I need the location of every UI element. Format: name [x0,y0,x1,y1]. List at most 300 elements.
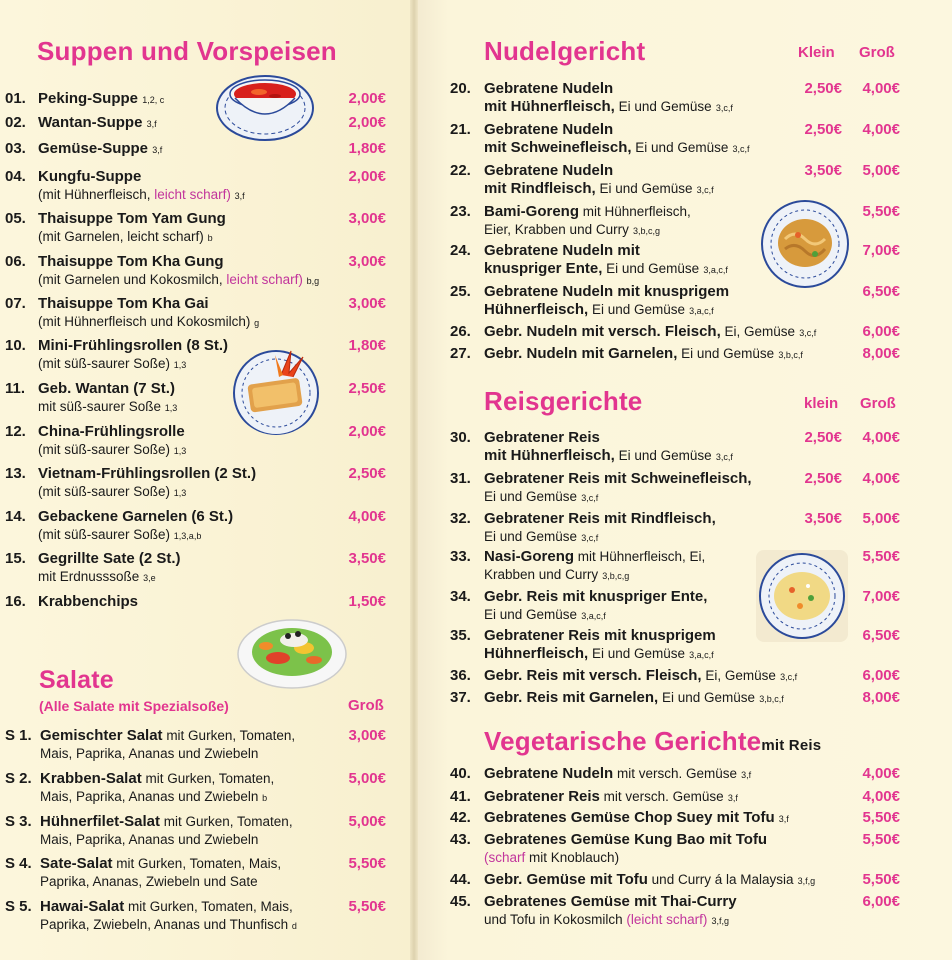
menu-item-line [40,770,340,788]
menu-item-name: Gebratener Reis [484,788,600,805]
menu-item-price-gross: 6,00€ [862,893,900,910]
allergen-codes: 1,3 [173,446,187,456]
menu-item-price-gross: 7,00€ [862,588,900,605]
menu-item-price-gross: 4,00€ [862,80,900,97]
menu-item-number: 06. [5,253,26,270]
menu-item-description [38,228,338,247]
menu-item-name: Mini-Frühlingsrollen (8 St.) [38,337,228,354]
menu-item-name: Thaisuppe Tom Kha Gai [38,295,209,312]
menu-item [40,898,340,935]
menu-item-line [484,765,864,784]
menu-item-number: 34. [450,588,471,605]
menu-item-number: 26. [450,323,471,340]
menu-item-name: Gegrillte Sate (2 St.) [38,550,181,567]
allergen-codes: 3,c,f [715,452,733,462]
allergen-codes: 3,b,c,g [602,571,630,581]
menu-item-description [38,186,338,205]
description-text: Mais, Paprika, Ananas und Zwiebeln [40,746,259,761]
description-text: Ei und Gemüse [631,140,729,155]
description-text: mit versch. Gemüse [599,789,724,804]
section-title-nudelgericht: Nudelgericht [484,36,646,66]
menu-item-description [38,271,338,290]
allergen-codes: 3,f [778,814,789,824]
menu-item-number: 23. [450,203,471,220]
menu-item-price-gross: 5,00€ [862,162,900,179]
menu-item [38,295,338,332]
menu-item [38,253,338,290]
description-text: mit Gurken, Tomaten, Mais, [112,856,282,871]
menu-item-price-gross: 6,50€ [862,627,900,644]
menu-item-name: Krabbenchips [38,593,139,610]
description-text: Paprika, Ananas, Zwiebeln und Sate [40,874,258,889]
allergen-codes: 3,f [146,119,157,129]
allergen-codes: 3,b,c,g [633,226,661,236]
allergen-codes: 3,c,f [581,493,599,503]
menu-item-name: Gebr. Reis mit Garnelen, [484,689,659,706]
menu-item-price: 4,00€ [348,508,386,525]
menu-item-price-gross: 5,50€ [862,809,900,826]
menu-item-name: Kungfu-Suppe [38,168,142,185]
menu-item-price-gross: 5,50€ [862,871,900,888]
menu-item-name: Gebr. Gemüse mit Tofu [484,871,648,888]
menu-item-description [38,483,338,502]
menu-item-name: Thaisuppe Tom Kha Gung [38,253,224,270]
menu-item [484,893,864,930]
menu-item-number: 24. [450,242,471,259]
menu-item-name: Gebackene Garnelen (6 St.) [38,508,234,525]
menu-item-number: 11. [5,380,26,397]
allergen-codes: 3,f [234,191,245,201]
menu-item-number: 04. [5,168,26,185]
menu-item-number: S 2. [5,770,32,787]
menu-item-price-gross: 5,50€ [862,203,900,220]
menu-item-price-gross: 8,00€ [862,345,900,362]
menu-item-name: Nasi-Goreng [484,548,575,565]
menu-item-name: Gebratener Reis mit knusprigem [484,627,716,644]
spicy-note: leicht scharf) [226,272,303,287]
description-text: Ei, Gemüse [720,324,796,339]
menu-item-price: 3,00€ [348,210,386,227]
menu-item-price-gross: 6,00€ [862,667,900,684]
menu-item-name: Peking-Suppe [38,90,139,107]
menu-item-line-2 [484,180,864,199]
menu-item-description [40,788,340,807]
fried-wonton-photo [231,345,321,435]
allergen-codes: 1,3 [164,403,178,413]
menu-item [38,90,338,109]
menu-item-name: Gemischter Salat [40,727,163,744]
menu-item-description [38,441,338,460]
menu-item [40,855,340,891]
menu-item-price: 2,00€ [348,168,386,185]
menu-item [484,667,864,686]
menu-item [38,550,338,587]
menu-item-number: 37. [450,689,471,706]
description-text: (mit Hühnerfleisch und Kokosmilch) [38,314,251,329]
menu-item-price-gross: 5,50€ [862,548,900,565]
menu-item-description [40,745,340,763]
reis-column-gross: Groß [860,395,896,412]
allergen-codes: 3,c,f [581,533,599,543]
menu-item-description [38,568,338,587]
allergen-codes: 3,f [727,793,738,803]
menu-item-price: 2,00€ [348,90,386,107]
menu-item-price-klein: 2,50€ [804,470,842,487]
menu-item-line-2 [484,139,864,158]
nudel-column-gross: Groß [859,44,895,61]
allergen-codes: 3,f,g [797,876,816,886]
menu-item-number: 05. [5,210,26,227]
menu-item-name: Hawai-Salat [40,898,125,915]
menu-item-number: 12. [5,423,26,440]
menu-item-line [484,323,864,342]
salate-subtitle: (Alle Salate mit Spezialsoße) [39,698,229,714]
menu-item-number: 03. [5,140,26,157]
menu-item-price-gross: 4,00€ [862,765,900,782]
menu-item-price-gross: 8,00€ [862,689,900,706]
menu-item [484,831,864,867]
menu-item-price: 2,50€ [348,380,386,397]
menu-item-name: Gebratene Nudeln [484,765,614,782]
menu-item-price: 3,00€ [348,253,386,270]
menu-item-line [40,898,340,916]
description-text: mit Gurken, Tomaten, [162,728,296,743]
menu-item-price: 5,00€ [348,813,386,830]
menu-item-name: Gebratener Reis mit Schweinefleisch, [484,470,752,487]
allergen-codes: g [254,318,260,328]
menu-item-line [484,893,864,911]
menu-item-price-klein: 2,50€ [804,121,842,138]
reis-column-klein: klein [804,395,839,412]
menu-item-name: Gebratener Reis [484,429,600,446]
menu-item [38,210,338,247]
description-text: mit Gurken, Tomaten, [141,771,275,786]
menu-item-number: 35. [450,627,471,644]
menu-item-name: Gebr. Nudeln mit Garnelen, [484,345,678,362]
allergen-codes: 3,c,f [696,185,714,195]
menu-item-number: 44. [450,871,471,888]
description-text: Ei und Gemüse [588,646,685,661]
menu-item-line [484,667,864,686]
menu-item-price-gross: 4,00€ [862,121,900,138]
menu-item-description [38,526,338,545]
description-text: Ei und Gemüse [614,448,712,463]
menu-item-line [40,727,340,745]
menu-item-number: S 3. [5,813,32,830]
salate-column-gross: Groß [348,697,384,714]
menu-item-name: Gebratene Nudeln mit knusprigem [484,283,730,300]
menu-item-price-klein: 2,50€ [804,80,842,97]
menu-item-name-cont: mit Schweinefleisch, [484,139,632,156]
allergen-codes: 1,3 [173,488,187,498]
description-text: Ei, Gemüse [701,668,776,683]
menu-item-line-2 [484,98,864,117]
menu-item [484,323,864,342]
description-text: mit Erdnusssoße [38,569,140,584]
menu-item-number: 43. [450,831,471,848]
menu-item-price: 1,80€ [348,140,386,157]
description-text: Ei und Gemüse [658,690,756,705]
menu-item [40,770,340,807]
description-text: Ei und Gemüse [602,261,700,276]
allergen-codes: 3,f [152,145,163,155]
page-fold [410,0,418,960]
menu-item [38,114,338,133]
menu-item [38,508,338,545]
menu-item-name: Gebr. Reis mit versch. Fleisch, [484,667,702,684]
menu-item-name: China-Frühlingsrolle [38,423,185,440]
allergen-codes: 1,2, c [142,95,165,105]
menu-item-line-2 [484,488,864,507]
menu-item-number: 20. [450,80,471,97]
allergen-codes: b [262,793,268,803]
menu-item-price: 1,80€ [348,337,386,354]
menu-item-number: 13. [5,465,26,482]
menu-item-name: Gebratenes Gemüse Chop Suey mit Tofu [484,809,775,826]
menu-item-price: 2,50€ [348,465,386,482]
menu-item-line-2 [484,301,864,320]
allergen-codes: 3,c,f [715,103,733,113]
menu-item-line [484,689,864,708]
menu-item-number: 40. [450,765,471,782]
description-text: Krabben und Curry [484,567,599,582]
menu-item-name: Gemüse-Suppe [38,140,149,157]
section-title-suppen: Suppen und Vorspeisen [37,36,337,66]
veg-title-text: Vegetarische Gerichte [484,726,762,756]
menu-item-number: 42. [450,809,471,826]
menu-item-description [38,313,338,332]
menu-item-number: S 4. [5,855,32,872]
menu-item-price-klein: 3,50€ [804,510,842,527]
menu-item-price-gross: 6,50€ [862,283,900,300]
menu-item-number: 15. [5,550,26,567]
nudel-column-klein: Klein [798,44,835,61]
menu-item-price-gross: 4,00€ [862,788,900,805]
menu-item [38,465,338,502]
menu-item-name: Hühnerfilet-Salat [40,813,161,830]
allergen-codes: 3,a,c,f [689,650,714,660]
menu-item-name: Gebr. Nudeln mit versch. Fleisch, [484,323,721,340]
allergen-codes: 3,a,c,f [689,306,714,316]
allergen-codes: 3,f [741,770,752,780]
spicy-note: leicht scharf) [154,187,231,202]
menu-item-price: 3,50€ [348,550,386,567]
menu-item-price-gross: 7,00€ [862,242,900,259]
menu-item-price-gross: 4,00€ [862,429,900,446]
menu-item-number: 27. [450,345,471,362]
bami-goreng-photo [760,199,850,289]
menu-item-name: Sate-Salat [40,855,113,872]
menu-item-price-gross: 4,00€ [862,470,900,487]
allergen-codes: 3,b,c,f [778,350,803,360]
menu-item-price: 5,50€ [348,898,386,915]
menu-item-price: 1,50€ [348,593,386,610]
menu-item-name-cont: mit Hühnerfleisch, [484,98,615,115]
veg-title-suffix: mit Reis [761,737,822,754]
description-text: mit Gurken, Tomaten, [160,814,293,829]
description-text: und Curry á la Malaysia [647,872,794,887]
menu-item-name-cont: knuspriger Ente, [484,260,603,277]
menu-item-name: Wantan-Suppe [38,114,143,131]
description-text: mit süß-saurer Soße [38,399,162,414]
menu-item-number: 33. [450,548,471,565]
menu-item-name-cont: mit Rindfleisch, [484,180,596,197]
menu-item-number: S 5. [5,898,32,915]
allergen-codes: b,g [306,276,320,286]
menu-item-name-cont: Hühnerfleisch, [484,645,589,662]
description-text: mit Knoblauch) [525,850,620,865]
menu-item-line [484,345,864,364]
description-text: (mit Garnelen, leicht scharf) [38,229,204,244]
menu-item-line [484,809,864,828]
menu-item-name: Gebratener Reis mit Rindfleisch, [484,510,716,527]
menu-item [484,871,864,890]
description-text: mit Hühnerfleisch, Ei, [574,549,706,564]
allergen-codes: 3,c,f [732,144,750,154]
section-title-vegetarisch [484,726,821,757]
allergen-codes: 3,f,g [711,916,730,926]
menu-item [38,140,338,159]
menu-item-number: 14. [5,508,26,525]
description-text: (mit Garnelen und Kokosmilch, [38,272,227,287]
menu-item-price: 3,00€ [348,295,386,312]
description-text: Eier, Krabben und Curry [484,222,629,237]
menu-item-number: 07. [5,295,26,312]
description-text: Mais, Paprika, Ananas und Zwiebeln [40,789,259,804]
menu-item-line [40,813,340,831]
menu-item-line-2 [484,447,864,466]
description-text: Paprika, Zwiebeln, Ananas und Thunfisch [40,917,289,932]
menu-item-number: 01. [5,90,26,107]
allergen-codes: 1,3,a,b [173,531,202,541]
description-text: Ei und Gemüse [588,302,685,317]
menu-item [484,788,864,807]
description-text: mit Hühnerfleisch, [579,204,691,219]
menu-item-line-2 [484,528,864,547]
menu-item-price-klein: 3,50€ [804,162,842,179]
menu-item-name: Gebratene Nudeln mit [484,242,640,259]
menu-item [484,765,864,784]
menu-item-price: 5,50€ [348,855,386,872]
section-title-salate: Salate [39,666,114,694]
menu-item-name-cont: Hühnerfleisch, [484,301,589,318]
menu-item-number: 22. [450,162,471,179]
menu-item-price: 3,00€ [348,727,386,744]
menu-item [38,168,338,205]
menu-item-name-cont: mit Hühnerfleisch, [484,447,615,464]
allergen-codes: 3,c,f [780,672,798,682]
menu-item-line [484,831,864,849]
menu-item-description [40,831,340,849]
menu-item-number: 02. [5,114,26,131]
menu-item-number: S 1. [5,727,32,744]
description-text: (mit süß-saurer Soße) [38,484,171,499]
allergen-codes: 1,3 [173,360,187,370]
menu-item-name: Gebratenes Gemüse mit Thai-Curry [484,893,737,910]
allergen-codes: b [207,233,213,243]
menu-item-name: Gebratene Nudeln [484,121,614,138]
menu-item-line [40,855,340,873]
menu-item-number: 16. [5,593,26,610]
menu-item-name: Bami-Goreng [484,203,580,220]
description-text: (mit süß-saurer Soße) [38,356,171,371]
menu-item-number: 10. [5,337,26,354]
menu-item-line [484,788,864,807]
menu-item-line [484,871,864,890]
description-text: Ei und Gemüse [595,181,693,196]
salad-photo [236,612,348,690]
menu-item-number: 36. [450,667,471,684]
menu-item-description [40,916,340,935]
description-text: Ei und Gemüse [484,607,578,622]
menu-item [38,593,338,611]
allergen-codes: 3,e [143,573,156,583]
description-text: (mit süß-saurer Soße) [38,527,171,542]
menu-item-price-gross: 5,00€ [862,510,900,527]
spicy-note: (scharf [484,850,526,865]
menu-item [484,689,864,708]
description-text: Ei und Gemüse [484,489,578,504]
description-text: Mais, Paprika, Ananas und Zwiebeln [40,832,259,847]
description-text: (mit süß-saurer Soße) [38,442,171,457]
menu-item-description [40,873,340,891]
nasi-goreng-photo [756,550,848,642]
description-text: (mit Hühnerfleisch, [38,187,155,202]
allergen-codes: 3,c,f [799,328,817,338]
menu-item-price: 5,00€ [348,770,386,787]
menu-item-number: 30. [450,429,471,446]
menu-item-name: Gebratene Nudeln [484,80,614,97]
menu-item-number: 31. [450,470,471,487]
menu-item-price-gross: 6,00€ [862,323,900,340]
allergen-codes: d [291,921,297,931]
menu-item-number: 32. [450,510,471,527]
allergen-codes: 3,a,c,f [703,265,728,275]
menu-item-price: 2,00€ [348,423,386,440]
allergen-codes: 3,b,c,f [759,694,784,704]
description-text: Ei und Gemüse [484,529,578,544]
description-text: Ei und Gemüse [677,346,775,361]
description-text: Ei und Gemüse [614,99,712,114]
menu-item-number: 25. [450,283,471,300]
menu-item-price-gross: 5,50€ [862,831,900,848]
description-text: und Tofu in Kokosmilch [484,912,627,927]
menu-item-name: Vietnam-Frühlingsrollen (2 St.) [38,465,257,482]
menu-item [40,813,340,849]
menu-item-price: 2,00€ [348,114,386,131]
menu-item-line-2 [484,911,864,930]
menu-item-number: 41. [450,788,471,805]
section-title-reisgerichte: Reisgerichte [484,386,643,416]
menu-item-name: Geb. Wantan (7 St.) [38,380,175,397]
menu-item [484,345,864,364]
menu-item-name: Gebratenes Gemüse Kung Bao mit Tofu [484,831,768,848]
spicy-note: (leicht scharf) [626,912,708,927]
menu-item-name: Thaisuppe Tom Yam Gung [38,210,226,227]
menu-item-number: 45. [450,893,471,910]
menu-item [484,809,864,828]
description-text: mit versch. Gemüse [613,766,737,781]
menu-item-name: Gebratene Nudeln [484,162,614,179]
menu-item-name: Krabben-Salat [40,770,142,787]
menu-item-price-klein: 2,50€ [804,429,842,446]
allergen-codes: 3,a,c,f [581,611,606,621]
menu-item-name: Gebr. Reis mit knuspriger Ente, [484,588,708,605]
menu-item-number: 21. [450,121,471,138]
menu-item-line-2 [484,645,864,664]
description-text: mit Gurken, Tomaten, Mais, [124,899,293,914]
menu-item-line-2 [484,849,864,867]
